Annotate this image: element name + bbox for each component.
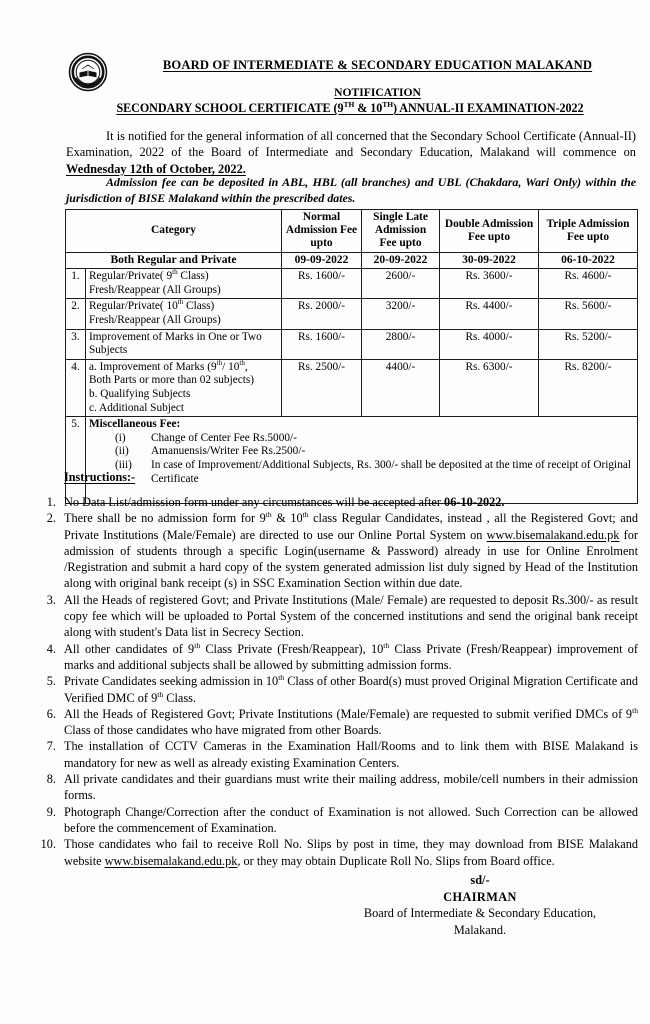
misc-text: In case of Improvement/Additional Subjects, Rs. 300/- shall be deposited at the time of receipt of Original Certificate [151, 458, 631, 485]
text-pre: There shall be no admission form for 9 [64, 511, 266, 526]
fee-normal: Rs. 1600/- [282, 269, 362, 299]
item-number: 6. [46, 706, 56, 721]
table-row [66, 329, 638, 359]
cat-a-line2: Both Parts or more than 02 subjects) [89, 374, 255, 387]
sup-9th: th [265, 510, 272, 520]
row-category: Improvement of Marks in One or Two Subjects [86, 329, 282, 359]
fee-normal: Rs. 2500/- [282, 359, 362, 416]
sup-9th: th [194, 640, 201, 650]
item-text [64, 673, 638, 706]
bank-deposit-note [66, 175, 636, 206]
fee-single-late: 4400/- [362, 359, 440, 416]
row-number: 3. [66, 329, 86, 359]
list-item [38, 804, 638, 837]
list-item [89, 459, 634, 486]
misc-roman: (i) [115, 431, 126, 444]
list-item [38, 738, 638, 771]
list-item [38, 771, 638, 804]
th-normal-fee: Normal Admission Fee upto [282, 210, 362, 253]
bank-deposit-text: Admission fee can be deposited in ABL, HBL (all branches) and UBL (Chakdara, Wari Only) within the jurisdiction of BISE Malakand within the prescribed dates. [66, 175, 636, 205]
item-number: 4. [46, 641, 56, 656]
miscellaneous-title: Miscellaneous Fee: [89, 418, 181, 431]
row-number: 2. [66, 299, 86, 329]
miscellaneous-list [89, 432, 634, 486]
fee-triple: Rs. 5600/- [539, 299, 638, 329]
list-item [89, 445, 634, 459]
cat-a-sup2: th [239, 359, 245, 367]
org-line-2: Malakand. [453, 922, 507, 937]
th-single-late-fee: Single Late Admission Fee upto [362, 210, 440, 253]
cat-post: Class) [177, 270, 209, 283]
item-text [64, 494, 638, 510]
exam-title-sup-10: TH [382, 99, 393, 109]
item-text: All private candidates and their guardians must write their mailing address, mobile/cell numbers in their admission forms. [64, 772, 638, 803]
cat-line2: Fresh/Reappear (All Groups) [89, 313, 221, 326]
text-pre: Private Candidates seeking admission in 10 [64, 674, 279, 689]
fee-single-late: 2600/- [362, 269, 440, 299]
list-item [38, 641, 638, 674]
th-category: Category [66, 210, 282, 253]
dates-double: 30-09-2022 [440, 252, 539, 269]
website-link[interactable]: www.bisemalakand.edu.pk [104, 853, 238, 868]
list-item [89, 432, 634, 446]
text-pre: All other candidates of 9 [64, 641, 195, 656]
list-item [38, 706, 638, 739]
fee-triple: Rs. 4600/- [539, 269, 638, 299]
text-post: Class. [163, 690, 196, 705]
fee-normal: Rs. 2000/- [282, 299, 362, 329]
deadline-date: 06-10-2022. [444, 495, 505, 509]
cat-pre: Regular/Private( 9 [89, 270, 173, 283]
list-item [38, 592, 638, 641]
item-text [64, 836, 638, 869]
bise-seal-logo [68, 52, 108, 92]
cat-sup: th [172, 268, 178, 277]
miscellaneous-fee-cell [86, 417, 638, 504]
dates-row-label: Both Regular and Private [66, 252, 282, 269]
text-pre: All the Heads of Registered Govt; Private Institutions (Male/Female) are requested to submit verified DMCs of 9 [64, 706, 633, 721]
item-number: 5. [46, 674, 56, 689]
item-number: 8. [46, 772, 56, 787]
misc-text: Change of Center Fee Rs.5000/- [151, 431, 297, 444]
item-number: 7. [46, 739, 56, 754]
sd-mark: sd/- [470, 873, 490, 887]
th-triple-fee: Triple Admission Fee upto [539, 210, 638, 253]
table-row [66, 299, 638, 329]
intro-paragraph [66, 128, 636, 177]
sup-9th: th [632, 705, 638, 715]
item-number: 1. [46, 495, 56, 509]
list-item [38, 510, 638, 591]
sup-10th: th [383, 640, 390, 650]
misc-roman: (ii) [115, 445, 129, 458]
item-number: 3. [46, 592, 56, 607]
row-category [86, 299, 282, 329]
signature-block [330, 872, 630, 938]
row-number: 4. [66, 359, 86, 416]
text-post: , or they may obtain Duplicate Roll No. Slips from Board office. [237, 853, 555, 868]
th-double-fee: Double Admission Fee upto [440, 210, 539, 253]
exam-start-date: Wednesday 12th of October, 2022. [66, 161, 246, 176]
fee-double: Rs. 4400/- [440, 299, 539, 329]
text-pre: No Data List/admission form under any circumstances will be accepted after [64, 495, 445, 509]
dates-triple: 06-10-2022 [539, 252, 638, 269]
fee-triple: Rs. 5200/- [539, 329, 638, 359]
row-category [86, 359, 282, 416]
instructions-heading: Instructions:- [64, 470, 136, 484]
org-line-1: Board of Intermediate & Secondary Education, [363, 906, 597, 920]
table-row-miscellaneous [66, 417, 638, 504]
list-item [38, 494, 638, 510]
list-item [38, 673, 638, 706]
chairman-title: CHAIRMAN [443, 889, 517, 904]
text-post: Class Private (Fresh/Reappear) improvement of marks and additional subjects shall be allowed by submitting admission forms. [64, 641, 638, 672]
cat-pre: Regular/Private( 10 [89, 300, 178, 313]
intro-text: It is notified for the general information of all concerned that the Secondary School Certificate (Annual-II) Examination, 2022 of the Board of Intermediate and Secondary Education, Malakand will commence on [66, 129, 636, 160]
item-number: 9. [46, 804, 56, 819]
row-number: 1. [66, 269, 86, 299]
item-number: 10. [40, 837, 56, 852]
cat-a-pre: a. Improvement of Marks (9 [89, 360, 217, 373]
cat-post: Class) [183, 300, 215, 313]
cat-sup: th [177, 298, 184, 307]
text-pre: Those candidates who fail to receive Roll No. Slips by post in time, they may download from BISE Malakand website [64, 837, 638, 868]
fee-single-late: 3200/- [362, 299, 440, 329]
text-post: Class of those candidates who have migrated from other Boards. [64, 723, 382, 738]
cat-b: b. Qualifying Subjects [89, 387, 191, 400]
table-row-dates [66, 252, 638, 269]
item-text: The installation of CCTV Cameras in the Examination Hall/Rooms and to link them with BISE Malakand is mandatory for new as well as already existing Examination Centers. [64, 739, 638, 770]
item-text: All the Heads of registered Govt; and Private Institutions (Male/ Female) are requested to deposit Rs.300/- as result copy fee which will be uploaded to Portal System of the concerned institutions and send the original bank receipt along with student's Data list in Secrecy Section. [64, 592, 638, 640]
portal-link[interactable]: www.bisemalakand.edu.pk [486, 527, 620, 542]
exam-title [60, 101, 640, 116]
text-mid2: class Regular Candidates, instead , all the Registered Govt; and Private Institutions (Male/Female) are directed to use our Online Portal System on [64, 511, 638, 542]
dates-single-late: 20-09-2022 [362, 252, 440, 269]
list-item [38, 836, 638, 869]
fee-schedule-table [65, 209, 638, 504]
dates-normal: 09-09-2022 [282, 252, 362, 269]
exam-title-pre: SECONDARY SCHOOL CERTIFICATE (9 [116, 101, 344, 115]
item-text [64, 510, 638, 591]
fee-single-late: 2800/- [362, 329, 440, 359]
row-category [86, 269, 282, 299]
item-text: Photograph Change/Correction after the conduct of Examination is not allowed. Such Correction can be allowed before the commencement of Examination. [64, 804, 638, 835]
exam-title-mid: & 10 [354, 101, 383, 115]
fee-triple: Rs. 8200/- [539, 359, 638, 416]
table-row [66, 359, 638, 416]
text-mid1: & 10 [271, 511, 303, 526]
fee-double: Rs. 4000/- [440, 329, 539, 359]
instructions-list [38, 494, 638, 869]
cat-c: c. Additional Subject [89, 401, 185, 414]
cat-line2: Fresh/Reappear (All Groups) [89, 283, 221, 296]
row-number: 5. [66, 417, 86, 504]
table-row [66, 269, 638, 299]
cat-a-post: , [244, 360, 248, 373]
fee-double: Rs. 6300/- [440, 359, 539, 416]
sup-9th: th [157, 689, 164, 699]
exam-title-post: ) ANNUAL-II EXAMINATION-2022 [393, 101, 584, 115]
text-post: for admission of students through a specific Login(username & Password) already in use for Online Enrolment /Registration and submit a hard copy of the system generated admission list duly signed by Head of the Institution along with original bank receipt (s) in SSC Examination Section within due date. [64, 527, 638, 591]
item-text [64, 706, 638, 739]
exam-title-sup-9: TH [343, 99, 355, 109]
table-header-row [66, 210, 638, 253]
misc-text: Amanuensis/Writer Fee Rs.2500/- [151, 445, 306, 458]
sup-10th: th [278, 673, 285, 683]
notification-label: NOTIFICATION [334, 86, 421, 99]
item-number: 2. [46, 511, 56, 526]
board-title: BOARD OF INTERMEDIATE & SECONDARY EDUCATION MALAKAND [162, 58, 593, 72]
sup-10th: th [302, 510, 309, 520]
text-mid1: Class Private (Fresh/Reappear), 10 [200, 641, 384, 656]
misc-roman: (iii) [115, 458, 132, 471]
text-mid1: Class of other Board(s) must proved Original Migration Certificate and Verified DMC of 9 [64, 674, 638, 705]
cat-a-sup1: th [216, 359, 223, 367]
item-text [64, 641, 638, 674]
fee-normal: Rs. 1600/- [282, 329, 362, 359]
fee-double: Rs. 3600/- [440, 269, 539, 299]
cat-a-mid: / 10 [222, 360, 240, 373]
